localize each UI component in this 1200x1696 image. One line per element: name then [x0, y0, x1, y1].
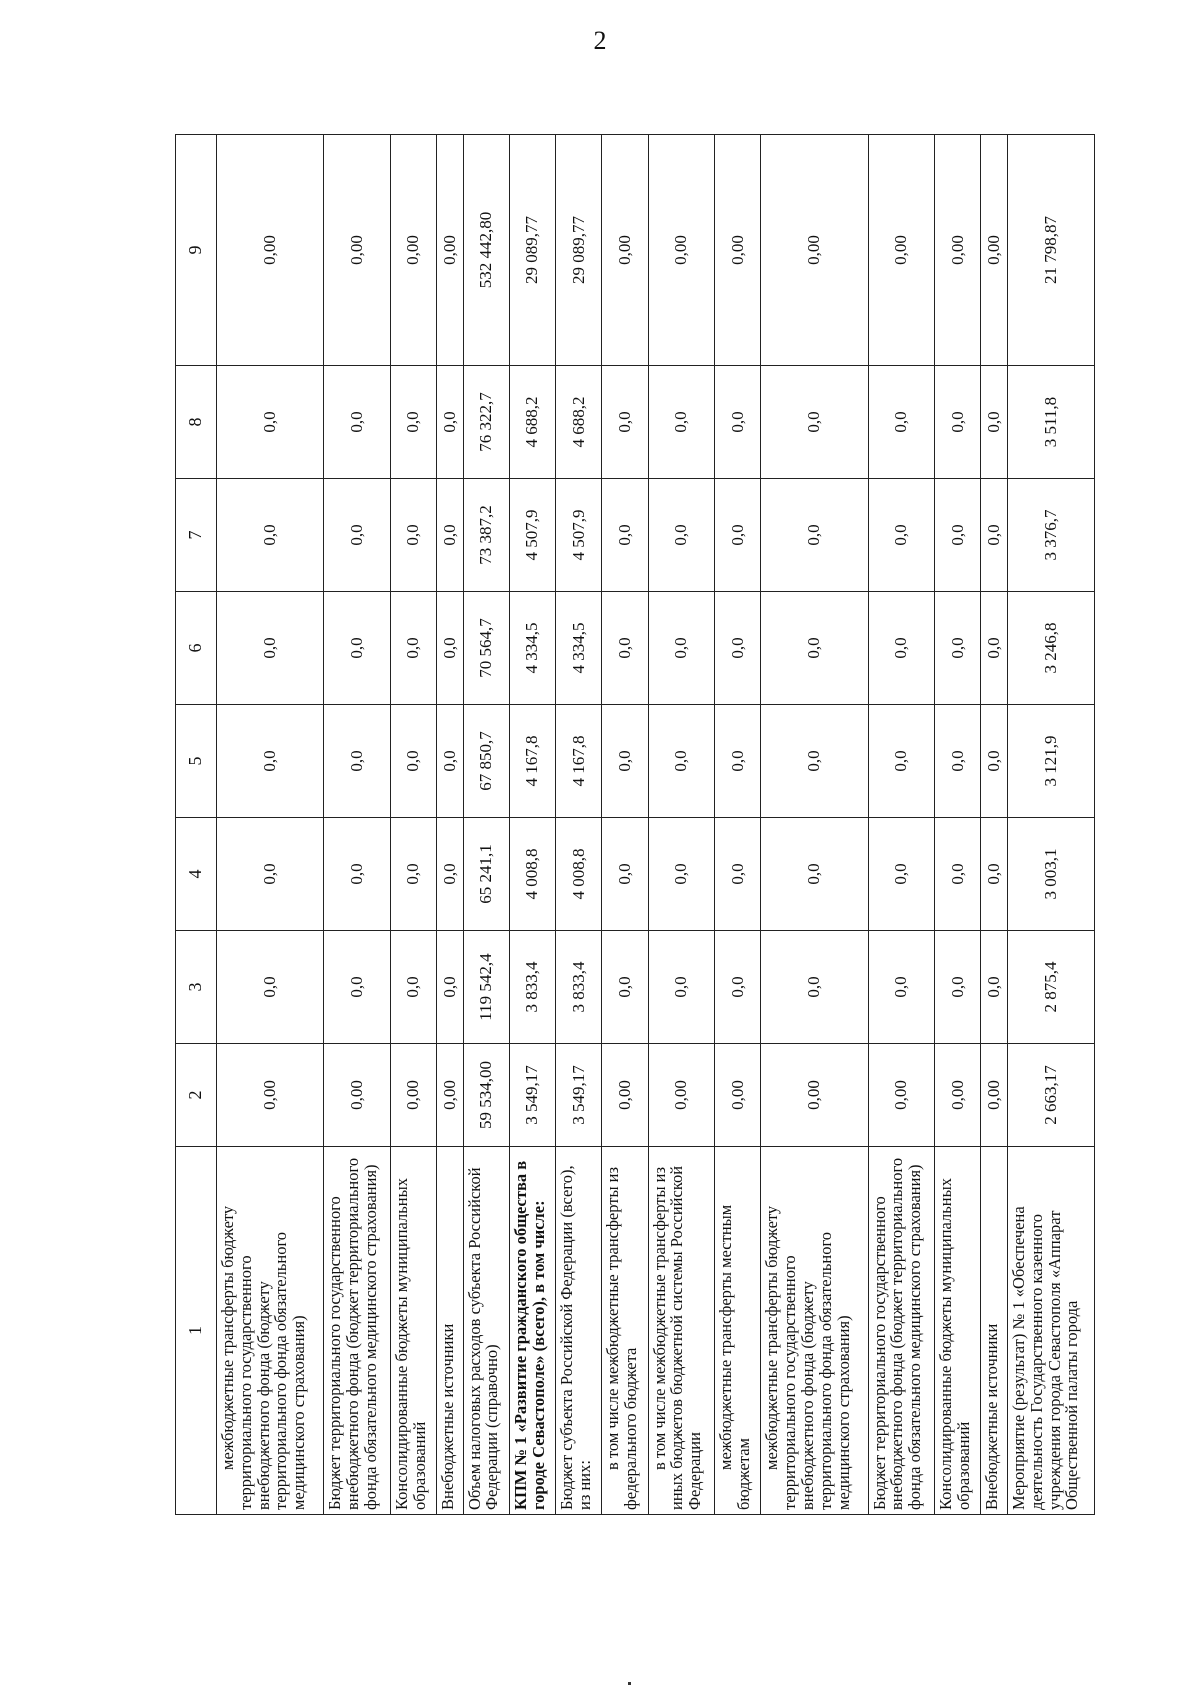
row-label: в том числе межбюджетные трансферты из иных бюджетов бюджетной системы Российской Федерации — [648, 1147, 715, 1515]
value-cell-col-6: 0,0 — [981, 592, 1008, 705]
value-cell-col-9: 0,00 — [761, 135, 868, 366]
row-label: КПМ № 1 «Развитие гражданского общества в городе Севастополе» (всего), в том числе: — [509, 1147, 555, 1515]
value-cell-col-9: 29 089,77 — [556, 135, 602, 366]
row-label: Бюджет территориального государственного внебюджетного фонда (бюджет территориального фонда обязательного медицинского страхования) — [324, 1147, 391, 1515]
value-cell-col-4: 4 008,8 — [556, 818, 602, 931]
value-cell-col-9: 0,00 — [648, 135, 715, 366]
value-cell-col-3: 0,0 — [715, 931, 761, 1044]
value-cell-col-3: 0,0 — [935, 931, 981, 1044]
value-cell-col-8: 0,0 — [324, 366, 391, 479]
value-cell-col-6: 0,0 — [868, 592, 935, 705]
value-cell-col-7: 4 507,9 — [509, 479, 555, 592]
value-cell-col-3: 3 833,4 — [509, 931, 555, 1044]
value-cell-col-2: 0,00 — [602, 1044, 648, 1147]
table-row — [390, 135, 436, 1515]
row-label: в том числе межбюджетные трансферты из федерального бюджета — [602, 1147, 648, 1515]
value-cell-col-2: 0,00 — [715, 1044, 761, 1147]
table-body — [217, 135, 1095, 1515]
value-cell-col-4: 0,0 — [868, 818, 935, 931]
value-cell-col-8: 0,0 — [602, 366, 648, 479]
value-cell-col-3: 0,0 — [602, 931, 648, 1044]
page-number: 2 — [593, 26, 607, 55]
value-cell-col-5: 0,0 — [217, 705, 324, 818]
value-cell-col-3: 0,0 — [217, 931, 324, 1044]
value-cell-col-3: 119 542,4 — [463, 931, 509, 1044]
value-cell-col-3: 0,0 — [324, 931, 391, 1044]
value-cell-col-3: 0,0 — [390, 931, 436, 1044]
value-cell-col-8: 0,0 — [761, 366, 868, 479]
value-cell-col-5: 0,0 — [324, 705, 391, 818]
value-cell-col-9: 29 089,77 — [509, 135, 555, 366]
table-row — [463, 135, 509, 1515]
value-cell-col-4: 0,0 — [715, 818, 761, 931]
value-cell-col-2: 59 534,00 — [463, 1044, 509, 1147]
table-row — [324, 135, 391, 1515]
table-row — [556, 135, 602, 1515]
value-cell-col-6: 0,0 — [715, 592, 761, 705]
row-label: межбюджетные трансферты бюджету территориального государственного внебюджетного фонда (бюджету территориального фонда обязательного медицинского страхования) — [761, 1147, 868, 1515]
value-cell-col-4: 65 241,1 — [463, 818, 509, 931]
value-cell-col-9: 0,00 — [715, 135, 761, 366]
value-cell-col-6: 0,0 — [602, 592, 648, 705]
value-cell-col-2: 0,00 — [217, 1044, 324, 1147]
value-cell-col-4: 0,0 — [436, 818, 463, 931]
value-cell-col-7: 0,0 — [648, 479, 715, 592]
value-cell-col-7: 73 387,2 — [463, 479, 509, 592]
value-cell-col-4: 0,0 — [981, 818, 1008, 931]
column-header-6: 6 — [176, 592, 217, 705]
row-label: межбюджетные трансферты бюджету территориального государственного внебюджетного фонда (бюджету территориального фонда обязательного медицинского страхования) — [217, 1147, 324, 1515]
value-cell-col-4: 0,0 — [390, 818, 436, 931]
table-container — [175, 135, 1095, 1515]
value-cell-col-9: 0,00 — [935, 135, 981, 366]
value-cell-col-5: 4 167,8 — [556, 705, 602, 818]
value-cell-col-7: 0,0 — [324, 479, 391, 592]
value-cell-col-3: 2 875,4 — [1008, 931, 1095, 1044]
table-row — [436, 135, 463, 1515]
value-cell-col-8: 0,0 — [981, 366, 1008, 479]
value-cell-col-9: 0,00 — [981, 135, 1008, 366]
value-cell-col-2: 0,00 — [761, 1044, 868, 1147]
value-cell-col-8: 76 322,7 — [463, 366, 509, 479]
value-cell-col-7: 4 507,9 — [556, 479, 602, 592]
value-cell-col-3: 0,0 — [868, 931, 935, 1044]
value-cell-col-3: 3 833,4 — [556, 931, 602, 1044]
header-row — [176, 135, 217, 1515]
value-cell-col-2: 0,00 — [648, 1044, 715, 1147]
row-label: Внебюджетные источники — [981, 1147, 1008, 1515]
value-cell-col-6: 0,0 — [436, 592, 463, 705]
column-header-4: 4 — [176, 818, 217, 931]
value-cell-col-2: 0,00 — [324, 1044, 391, 1147]
value-cell-col-5: 0,0 — [390, 705, 436, 818]
value-cell-col-5: 0,0 — [761, 705, 868, 818]
value-cell-col-7: 0,0 — [602, 479, 648, 592]
column-header-5: 5 — [176, 705, 217, 818]
value-cell-col-3: 0,0 — [436, 931, 463, 1044]
value-cell-col-8: 4 688,2 — [556, 366, 602, 479]
value-cell-col-5: 0,0 — [935, 705, 981, 818]
value-cell-col-3: 0,0 — [761, 931, 868, 1044]
value-cell-col-9: 532 442,80 — [463, 135, 509, 366]
value-cell-col-5: 4 167,8 — [509, 705, 555, 818]
table-row — [217, 135, 324, 1515]
value-cell-col-8: 0,0 — [436, 366, 463, 479]
value-cell-col-4: 0,0 — [324, 818, 391, 931]
row-label: Консолидированные бюджеты муниципальных образований — [935, 1147, 981, 1515]
value-cell-col-6: 0,0 — [935, 592, 981, 705]
value-cell-col-2: 3 549,17 — [556, 1044, 602, 1147]
column-header-1: 1 — [176, 1147, 217, 1515]
page-mark — [628, 1682, 631, 1685]
value-cell-col-8: 0,0 — [868, 366, 935, 479]
table-row — [715, 135, 761, 1515]
table-row — [648, 135, 715, 1515]
value-cell-col-2: 0,00 — [436, 1044, 463, 1147]
value-cell-col-7: 0,0 — [981, 479, 1008, 592]
value-cell-col-2: 0,00 — [390, 1044, 436, 1147]
value-cell-col-6: 0,0 — [761, 592, 868, 705]
value-cell-col-7: 0,0 — [868, 479, 935, 592]
row-label: Объем налоговых расходов субъекта Российской Федерации (справочно) — [463, 1147, 509, 1515]
column-header-3: 3 — [176, 931, 217, 1044]
column-header-7: 7 — [176, 479, 217, 592]
value-cell-col-5: 0,0 — [715, 705, 761, 818]
column-header-9: 9 — [176, 135, 217, 366]
value-cell-col-2: 2 663,17 — [1008, 1044, 1095, 1147]
value-cell-col-4: 0,0 — [217, 818, 324, 931]
value-cell-col-2: 0,00 — [935, 1044, 981, 1147]
row-label: Бюджет территориального государственного внебюджетного фонда (бюджет территориального фонда обязательного медицинского страхования) — [868, 1147, 935, 1515]
value-cell-col-8: 0,0 — [648, 366, 715, 479]
value-cell-col-3: 0,0 — [648, 931, 715, 1044]
table-row — [981, 135, 1008, 1515]
value-cell-col-4: 4 008,8 — [509, 818, 555, 931]
value-cell-col-3: 0,0 — [981, 931, 1008, 1044]
value-cell-col-7: 0,0 — [761, 479, 868, 592]
budget-table — [175, 134, 1095, 1515]
value-cell-col-6: 0,0 — [324, 592, 391, 705]
value-cell-col-9: 21 798,87 — [1008, 135, 1095, 366]
value-cell-col-9: 0,00 — [390, 135, 436, 366]
value-cell-col-5: 67 850,7 — [463, 705, 509, 818]
value-cell-col-8: 0,0 — [390, 366, 436, 479]
row-label: межбюджетные трансферты местным бюджетам — [715, 1147, 761, 1515]
value-cell-col-8: 0,0 — [935, 366, 981, 479]
value-cell-col-2: 3 549,17 — [509, 1044, 555, 1147]
value-cell-col-6: 0,0 — [217, 592, 324, 705]
value-cell-col-8: 0,0 — [217, 366, 324, 479]
value-cell-col-7: 0,0 — [935, 479, 981, 592]
value-cell-col-9: 0,00 — [602, 135, 648, 366]
value-cell-col-4: 0,0 — [602, 818, 648, 931]
value-cell-col-6: 70 564,7 — [463, 592, 509, 705]
value-cell-col-2: 0,00 — [868, 1044, 935, 1147]
value-cell-col-7: 0,0 — [217, 479, 324, 592]
rotated-table-frame — [175, 135, 1095, 1515]
value-cell-col-5: 0,0 — [648, 705, 715, 818]
row-label: Консолидированные бюджеты муниципальных образований — [390, 1147, 436, 1515]
column-header-2: 2 — [176, 1044, 217, 1147]
value-cell-col-6: 0,0 — [390, 592, 436, 705]
table-row — [761, 135, 868, 1515]
table-row — [1008, 135, 1095, 1515]
table-row — [935, 135, 981, 1515]
value-cell-col-5: 0,0 — [436, 705, 463, 818]
value-cell-col-6: 0,0 — [648, 592, 715, 705]
table-row — [509, 135, 555, 1515]
value-cell-col-6: 4 334,5 — [509, 592, 555, 705]
value-cell-col-9: 0,00 — [868, 135, 935, 366]
value-cell-col-8: 0,0 — [715, 366, 761, 479]
value-cell-col-4: 0,0 — [761, 818, 868, 931]
value-cell-col-9: 0,00 — [436, 135, 463, 366]
value-cell-col-4: 0,0 — [648, 818, 715, 931]
column-header-8: 8 — [176, 366, 217, 479]
value-cell-col-5: 0,0 — [981, 705, 1008, 818]
value-cell-col-6: 4 334,5 — [556, 592, 602, 705]
row-label: Мероприятие (результат) № 1 «Обеспечена деятельность Государственного казенного учреждения города Севастополя «Аппарат Общественной палаты города — [1008, 1147, 1095, 1515]
value-cell-col-5: 0,0 — [868, 705, 935, 818]
value-cell-col-2: 0,00 — [981, 1044, 1008, 1147]
table-row — [868, 135, 935, 1515]
row-label: Внебюджетные источники — [436, 1147, 463, 1515]
value-cell-col-7: 0,0 — [390, 479, 436, 592]
value-cell-col-8: 4 688,2 — [509, 366, 555, 479]
value-cell-col-9: 0,00 — [217, 135, 324, 366]
table-row — [602, 135, 648, 1515]
value-cell-col-6: 3 246,8 — [1008, 592, 1095, 705]
value-cell-col-5: 3 121,9 — [1008, 705, 1095, 818]
value-cell-col-5: 0,0 — [602, 705, 648, 818]
value-cell-col-7: 3 376,7 — [1008, 479, 1095, 592]
value-cell-col-7: 0,0 — [715, 479, 761, 592]
value-cell-col-9: 0,00 — [324, 135, 391, 366]
value-cell-col-4: 3 003,1 — [1008, 818, 1095, 931]
value-cell-col-4: 0,0 — [935, 818, 981, 931]
value-cell-col-7: 0,0 — [436, 479, 463, 592]
row-label: Бюджет субъекта Российской Федерации (всего), из них: — [556, 1147, 602, 1515]
value-cell-col-8: 3 511,8 — [1008, 366, 1095, 479]
